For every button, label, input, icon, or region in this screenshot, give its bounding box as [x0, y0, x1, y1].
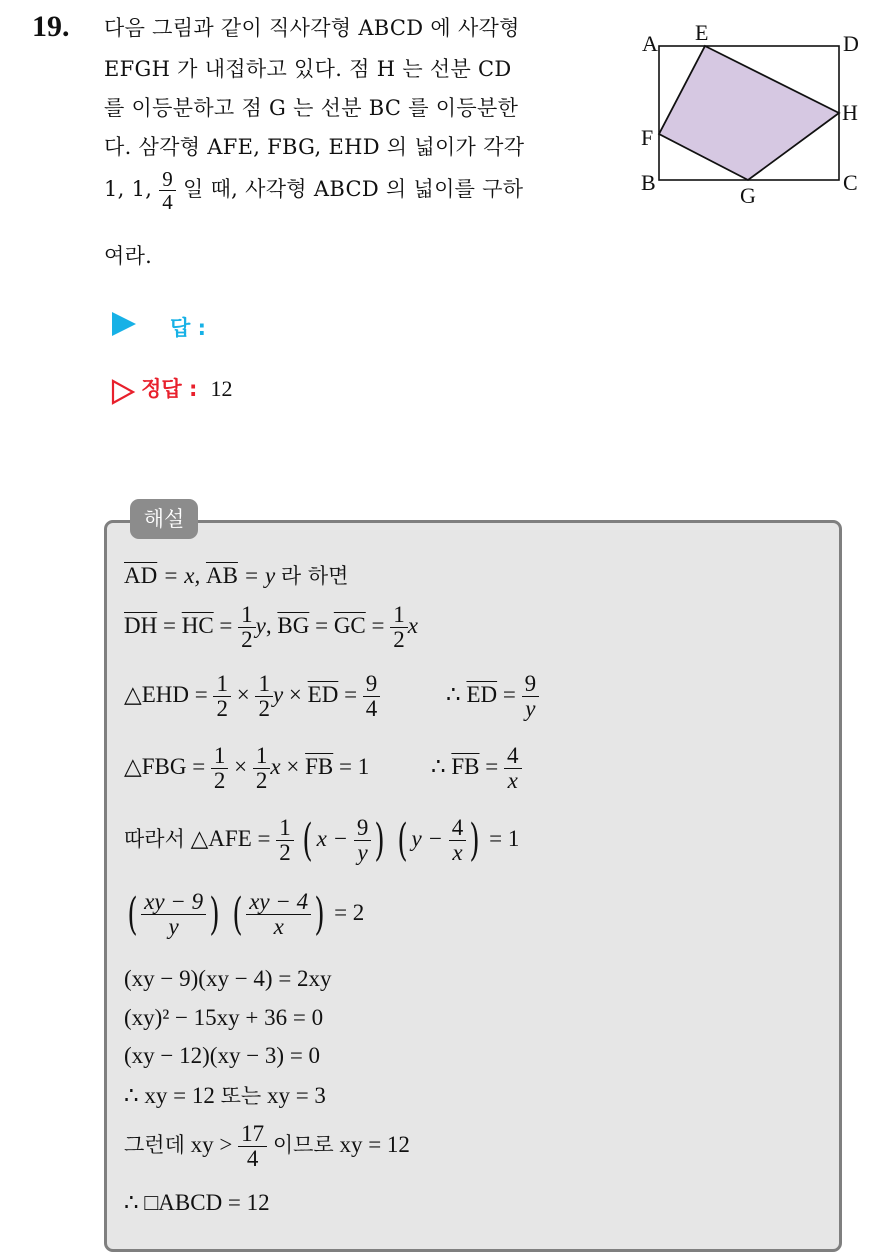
question-line: 다음 그림과 같이 직사각형 ABCD 에 사각형 [104, 16, 520, 40]
fraction: $\frac{9}{4}$ [159, 168, 176, 213]
answer-arrow-icon [112, 312, 136, 336]
solution-line-12: ∴ □ABCD = 12 [124, 1190, 270, 1215]
label-h: H [842, 100, 858, 125]
rectangle-figure [636, 20, 870, 210]
correct-label: 정답 : [141, 377, 198, 401]
solution-line-6: ( $\frac{xy - 9}{y}$ ) ( $\frac{xy - 4}{x}$ ) = 2 [127, 888, 365, 940]
solution-line-1: $\overline{AD} = x$, $\overline{AB} = y$ 라 하면 [124, 563, 349, 588]
solution-line-5: 따라서 △AFE = $\frac{1}{2}$ ( x − $\frac{9}{y}$ ) ( y − $\frac{4}{x}$ ) = 1 [124, 814, 520, 866]
solution-line-8: (xy)² − 15xy + 36 = 0 [124, 1005, 324, 1030]
solution-line-7: (xy − 9)(xy − 4) = 2xy [124, 966, 332, 991]
answer-label: 답 : [170, 316, 206, 340]
solution-line-4: △FBG = $\frac{1}{2}$ × $\frac{1}{2}$ $x \times \overline{FB} = 1$ ∴ $\overline{FB}$ = $\frac{4}{x}$ [124, 744, 522, 793]
solution-line-2: $\overline{DH} = \overline{HC}$ = $\frac{1}{2}$ y, $\overline{BG} = \overline{GC}$ = $\frac{1}{2}$ x [124, 602, 418, 653]
question-line: EFGH 가 내접하고 있다. 점 H 는 선분 CD [104, 57, 512, 81]
label-f: F [641, 125, 654, 150]
label-c: C [843, 170, 858, 195]
correct-answer [110, 373, 232, 405]
label-b: B [641, 170, 656, 195]
solution-line-10: ∴ xy = 12 또는 xy = 3 [124, 1083, 326, 1108]
correct-value: 12 [210, 376, 233, 401]
solution-tab: 해설 [130, 499, 198, 539]
quadrilateral-efgh [659, 46, 839, 180]
solution-line-11: 그런데 xy > $\frac{17}{4}$ 이므로 xy = 12 [124, 1121, 410, 1172]
question-text: 1, 1, [104, 177, 153, 202]
label-e: E [695, 20, 709, 45]
question-line: 다. 삼각형 AFE, FBG, EHD 의 넓이가 각각 [104, 135, 525, 159]
question-number: 19. [32, 10, 70, 43]
label-a: A [642, 31, 658, 56]
outline-arrow-icon [110, 379, 136, 405]
solution-line-9: (xy − 12)(xy − 3) = 0 [124, 1043, 321, 1068]
label-g: G [740, 183, 756, 208]
label-d: D [843, 31, 859, 56]
solution-line-3: △EHD = $\frac{1}{2}$ × $\frac{1}{2}$ $y \times \overline{ED}$ = $\frac{9}{4}$ ∴ $\overline{ED}$ = $\frac{9}{y}$ [124, 672, 539, 721]
question-line-with-fraction [104, 168, 523, 213]
question-line: 를 이등분하고 점 G 는 선분 BC 를 이등분한 [104, 96, 519, 120]
question-text: 일 때, 사각형 ABCD 의 넓이를 구하 [183, 177, 524, 202]
question-line: 여라. [104, 244, 153, 268]
